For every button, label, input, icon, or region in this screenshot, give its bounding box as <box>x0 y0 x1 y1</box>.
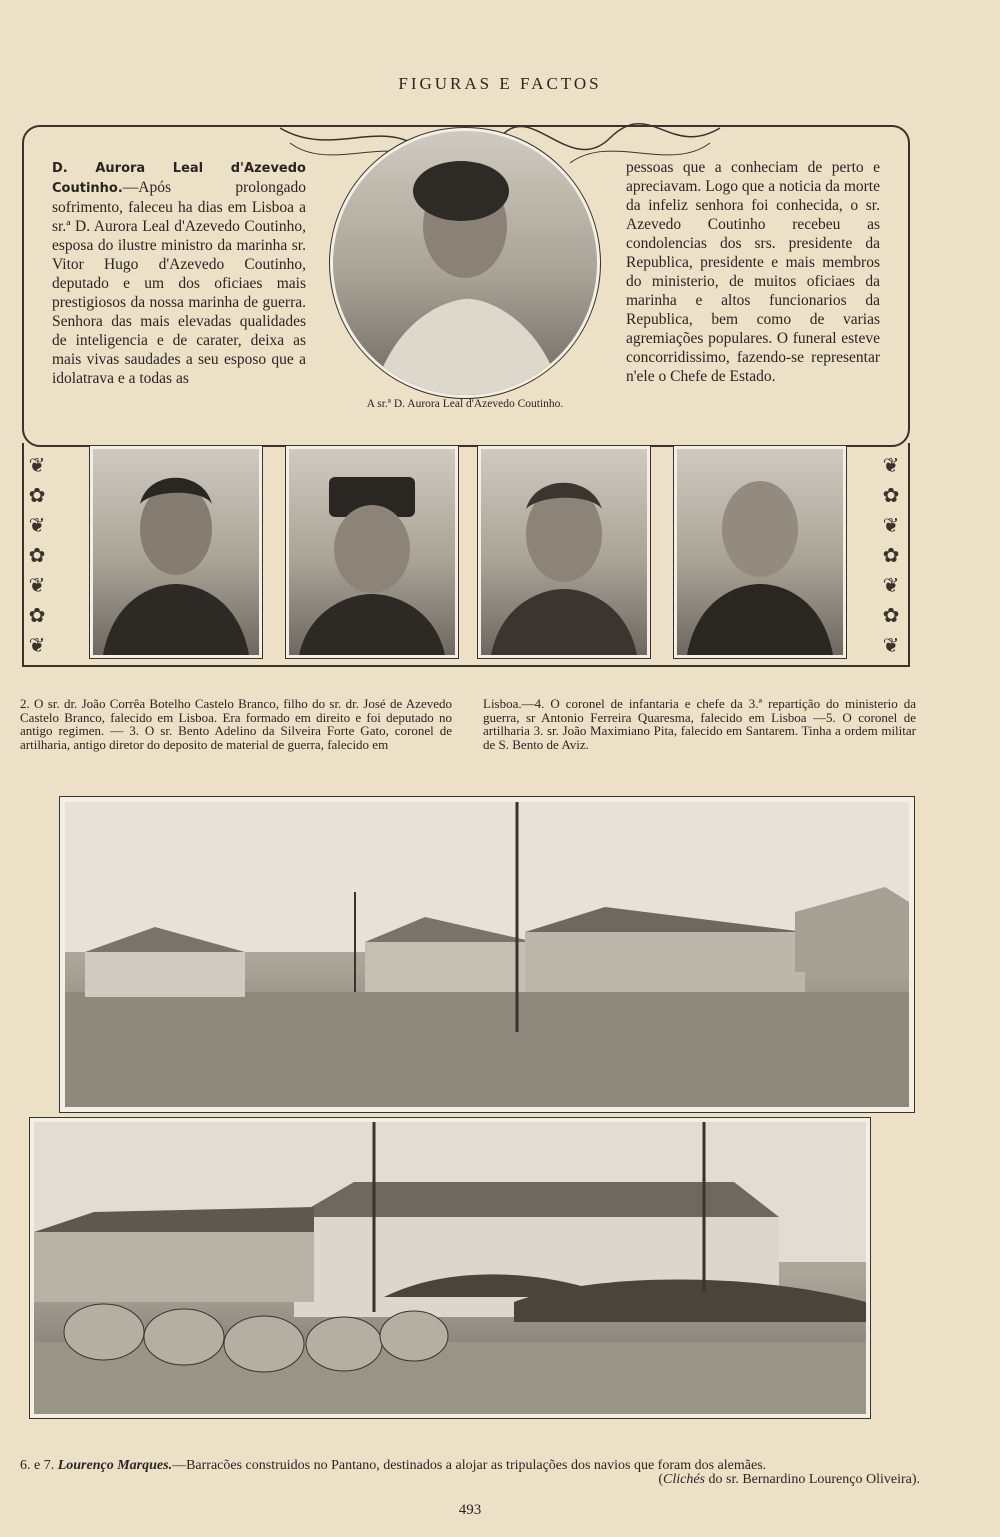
obituary-right-column <box>626 158 880 386</box>
caption-credit: (Clichés do sr. Bernardino Lourenço Oliveira). <box>658 1472 920 1487</box>
portraits-caption-right: Lisboa.—4. O coronel de infantaria e chefe da 3.ª repartição do ministerio da guerra, sr Antonio Ferreira Quaresma, falecido em Lisboa —5. O coronel de artilharia 3. sr. João Maximiano Pita, falecido em Santarem. Tinha a ordem militar de S. Bento de Aviz. <box>483 696 916 752</box>
ornament-left-icon: ❦ ✿ ❦ ✿ ❦ ✿ ❦ <box>28 453 46 657</box>
obituary-left-column <box>52 158 306 388</box>
obituary-right-text: pessoas que a conheciam de perto e apreciavam. Logo que a noticia da morte da infeliz senhora foi conhecida, o sr. Azevedo Coutinho recebeu as condolencias dos srs. presidente da Republica, presidente e mais membros do ministerio, de muitos oficiaes da marinha e altos funcionarios da Republica, bem como de varias agremiações populares. O funeral esteve concorridissimo, fazendo-se representar n'ele o Chefe de Estado. <box>626 159 880 385</box>
man-portrait-icon <box>93 449 259 655</box>
page-number: 493 <box>458 1502 482 1518</box>
obituary-left-text: —Após prolongado sofrimento, faleceu ha dias em Lisboa a sr.ª D. Aurora Leal d'Azevedo Coutinho, esposa do ilustre ministro da marinha sr. Vitor Hugo d'Azevedo Coutinho, deputado e um dos oficiaes mais prestigiosos da nossa marinha de guerra. Senhora das mais elevadas qualidades de inteligencia e de carater, deixa as mais vivas saudades a seu esposo que a idolatrava e a todas as <box>52 179 306 387</box>
barracks-scene-icon <box>65 802 909 1107</box>
caption-place: Lourenço Marques. <box>57 1458 173 1473</box>
officer-portrait-icon <box>481 449 647 655</box>
obituary-title: D. Aurora Leal d'Azevedo Coutinho. <box>52 161 306 196</box>
portrait-antonio-quaresma <box>478 446 650 658</box>
photo-barracks-6 <box>60 797 914 1112</box>
portrait-bento-gato <box>286 446 458 658</box>
woman-portrait-icon <box>333 131 597 395</box>
page-header: FIGURAS E FACTOS <box>398 74 602 93</box>
caption-numbers: 6. e 7. <box>20 1458 55 1473</box>
barracks-pipes-scene-icon <box>34 1122 866 1414</box>
caption-text: —Barracões construidos no Pantano, destinados a alojar as tripulações dos navios que foram dos alemães. <box>172 1458 767 1473</box>
ornament-right-icon: ❦ ✿ ❦ ✿ ❦ ✿ ❦ <box>882 453 900 657</box>
portrait-caption: A sr.ª D. Aurora Leal d'Azevedo Coutinho. <box>366 398 564 410</box>
bottom-caption <box>20 1459 920 1487</box>
photo-barracks-7 <box>30 1118 870 1418</box>
caption-credit-italic: Clichés <box>663 1472 705 1487</box>
portraits-caption-left: 2. O sr. dr. João Corrêa Botelho Castelo Branco, filho do sr. dr. José de Azevedo Castelo Branco, falecido em Lisboa. Era formado em direito e foi deputado no antigo regimen. — 3. O sr. Bento Adelino da Silveira Forte Gato, coronel de artilharia, antigo diretor do deposito de material de guerra, falecido em <box>20 696 452 752</box>
portrait-castelo-branco <box>90 446 262 658</box>
officer-portrait-icon <box>677 449 843 655</box>
portrait-joao-pita <box>674 446 846 658</box>
caption-credit-rest: do sr. Bernardino Lourenço Oliveira). <box>708 1472 920 1487</box>
portrait-aurora-coutinho <box>330 128 600 398</box>
officer-portrait-icon <box>289 449 455 655</box>
